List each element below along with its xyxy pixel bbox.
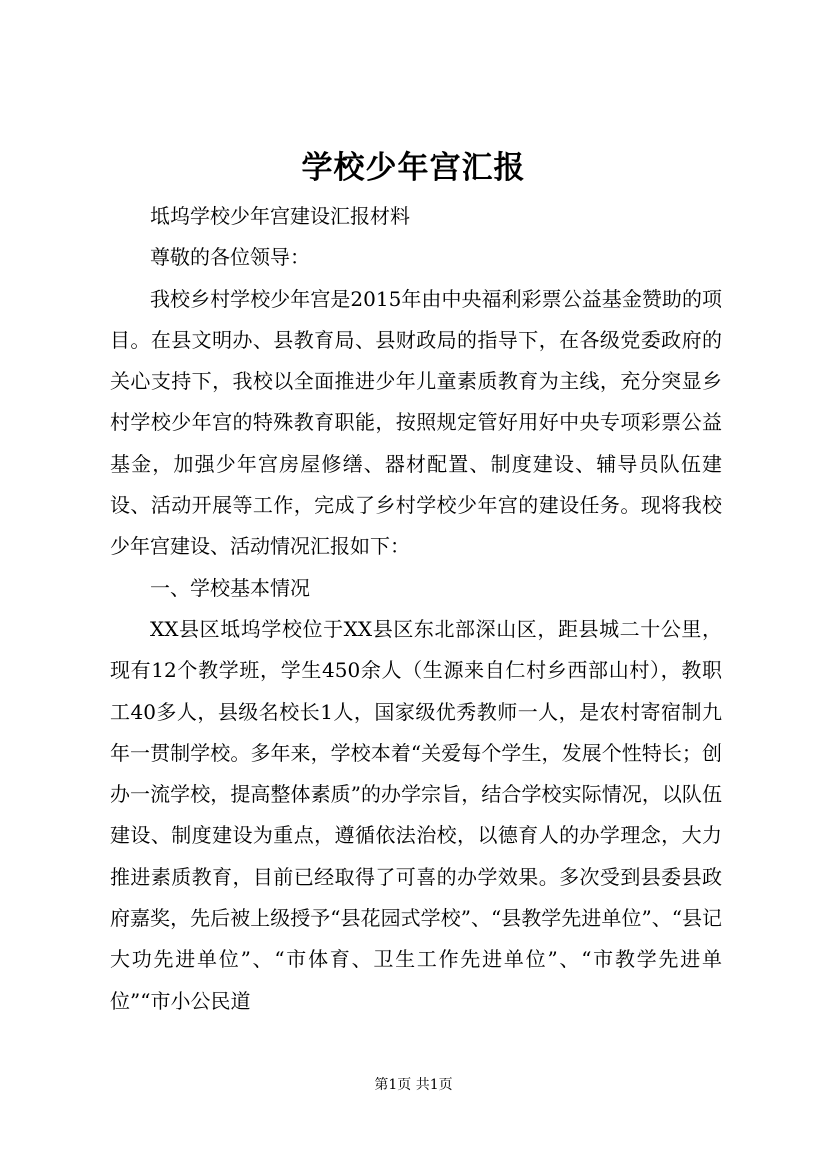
paragraph-subtitle: 坻坞学校少年宫建设汇报材料: [150, 204, 410, 228]
document-body: [110, 196, 722, 1022]
section-heading-basic-info: 一、学校基本情况: [150, 575, 310, 600]
page-number-footer: 第1页 共1页: [374, 1077, 453, 1093]
paragraph-salutation: 尊敬的各位领导：: [150, 245, 310, 270]
document-title: 学校少年宫汇报: [301, 150, 526, 186]
paragraph-introduction: 我校乡村学校少年宫是2015年由中央福利彩票公益基金赞助的项目。在县文明办、县教育局、县财政局的指导下，在各级党委政府的关心支持下，我校以全面推进少年儿童素质教育为主线，充分突显乡村学校少年宫的特殊教育职能，按照规定管好用好中央专项彩票公益基金，加强少年宫房屋修缮、器材配置、制度建设、辅导员队伍建设、活动开展等工作，完成了乡村学校少年宫的建设任务。现将我校少年宫建设、活动情况汇报如下：: [110, 286, 722, 559]
paragraph-school-info: XX县区坻坞学校位于XX县区东北部深山区，距县城二十公里，现有12个教学班，学生450余人（生源来自仁村乡西部山村），教职工40多人，县级名校长1人，国家级优秀教师一人，是农村寄宿制九年一贯制学校。多年来，学校本着“关爱每个学生，发展个性特长；创办一流学校，提高整体素质”的办学宗旨，结合学校实际情况，以队伍建设、制度建设为重点，遵循依法治校，以德育人的办学理念，大力推进素质教育，目前已经取得了可喜的办学效果。多次受到县委县政府嘉奖，先后被上级授予“县花园式学校”、“县教学先进单位”、“县记大功先进单位”、“市体育、卫生工作先进单位”、“市教学先进单位”“市小公民道: [110, 616, 722, 1013]
